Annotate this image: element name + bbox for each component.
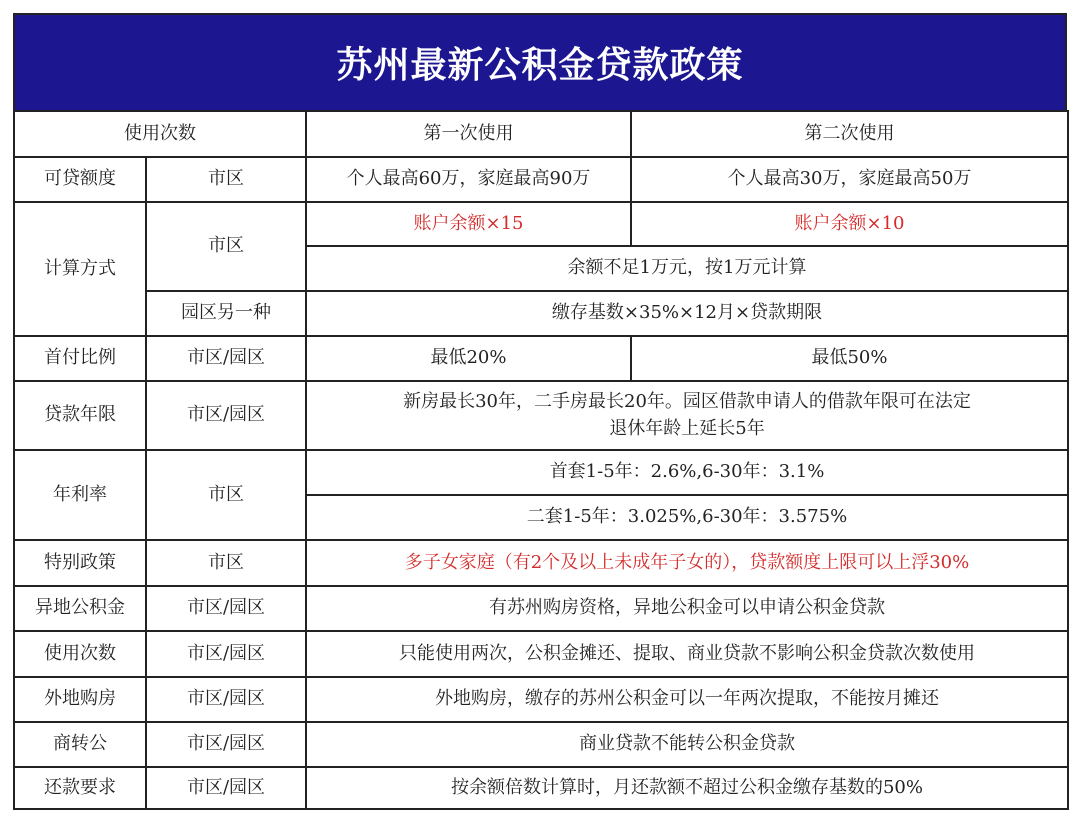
row-label: 异地公积金: [14, 586, 146, 631]
row-area: 市区: [146, 202, 306, 291]
term-line-1: 新房最长30年，二手房最长20年。园区借款申请人的借款年限可在法定: [403, 391, 971, 413]
table-row: [14, 202, 1068, 246]
row-label: 特别政策: [14, 540, 146, 586]
row-area: 园区另一种: [146, 291, 306, 336]
row-label: 计算方式: [14, 202, 146, 336]
row-label: 年利率: [14, 450, 146, 540]
cell-value: 二套1-5年：3.025%,6-30年：3.575%: [306, 495, 1068, 540]
cell-value: 余额不足1万元，按1万元计算: [306, 246, 1068, 291]
cell-value: 商业贷款不能转公积金贷款: [306, 722, 1068, 767]
row-area: 市区/园区: [146, 722, 306, 767]
row-label: 首付比例: [14, 336, 146, 381]
term-line-2: 退休年龄上延长5年: [609, 417, 765, 439]
cell-value: 账户余额×10: [631, 202, 1068, 246]
header-usage-count: 使用次数: [14, 111, 306, 157]
cell-value: 个人最高60万，家庭最高90万: [306, 157, 631, 202]
cell-value: 首套1-5年：2.6%,6-30年：3.1%: [306, 450, 1068, 495]
cell-value: [306, 381, 1068, 450]
policy-table: [13, 110, 1069, 810]
cell-value: 有苏州购房资格，异地公积金可以申请公积金贷款: [306, 586, 1068, 631]
table-header-row: [14, 111, 1068, 157]
row-area: 市区: [146, 157, 306, 202]
cell-value: 最低50%: [631, 336, 1068, 381]
row-area: 市区/园区: [146, 677, 306, 722]
row-label: 商转公: [14, 722, 146, 767]
table-row: [14, 631, 1068, 677]
row-label: 贷款年限: [14, 381, 146, 450]
page-title: 苏州最新公积金贷款政策: [13, 13, 1067, 110]
policy-document: [13, 13, 1067, 810]
table-row: [14, 450, 1068, 495]
header-second-use: 第二次使用: [631, 111, 1068, 157]
row-area: 市区: [146, 540, 306, 586]
row-area: 市区/园区: [146, 336, 306, 381]
row-area: 市区/园区: [146, 767, 306, 809]
row-label: 使用次数: [14, 631, 146, 677]
table-row: [14, 540, 1068, 586]
cell-value: 多子女家庭（有2个及以上未成年子女的），贷款额度上限可以上浮30%: [306, 540, 1068, 586]
table-row: [14, 722, 1068, 767]
table-row: [14, 586, 1068, 631]
cell-value: 外地购房，缴存的苏州公积金可以一年两次提取，不能按月摊还: [306, 677, 1068, 722]
row-area: 市区/园区: [146, 586, 306, 631]
table-row: [14, 767, 1068, 809]
row-label: 还款要求: [14, 767, 146, 809]
table-row: [14, 336, 1068, 381]
cell-value: 缴存基数×35%×12月×贷款期限: [306, 291, 1068, 336]
cell-value: 只能使用两次，公积金摊还、提取、商业贷款不影响公积金贷款次数使用: [306, 631, 1068, 677]
table-row: [14, 677, 1068, 722]
cell-value: 账户余额×15: [306, 202, 631, 246]
table-row: [14, 291, 1068, 336]
row-area: 市区/园区: [146, 381, 306, 450]
header-first-use: 第一次使用: [306, 111, 631, 157]
table-row: [14, 381, 1068, 450]
cell-value: 按余额倍数计算时，月还款额不超过公积金缴存基数的50%: [306, 767, 1068, 809]
row-area: 市区/园区: [146, 631, 306, 677]
row-label: 外地购房: [14, 677, 146, 722]
table-row: [14, 157, 1068, 202]
cell-value: 个人最高30万，家庭最高50万: [631, 157, 1068, 202]
row-label: 可贷额度: [14, 157, 146, 202]
cell-value: 最低20%: [306, 336, 631, 381]
row-area: 市区: [146, 450, 306, 540]
